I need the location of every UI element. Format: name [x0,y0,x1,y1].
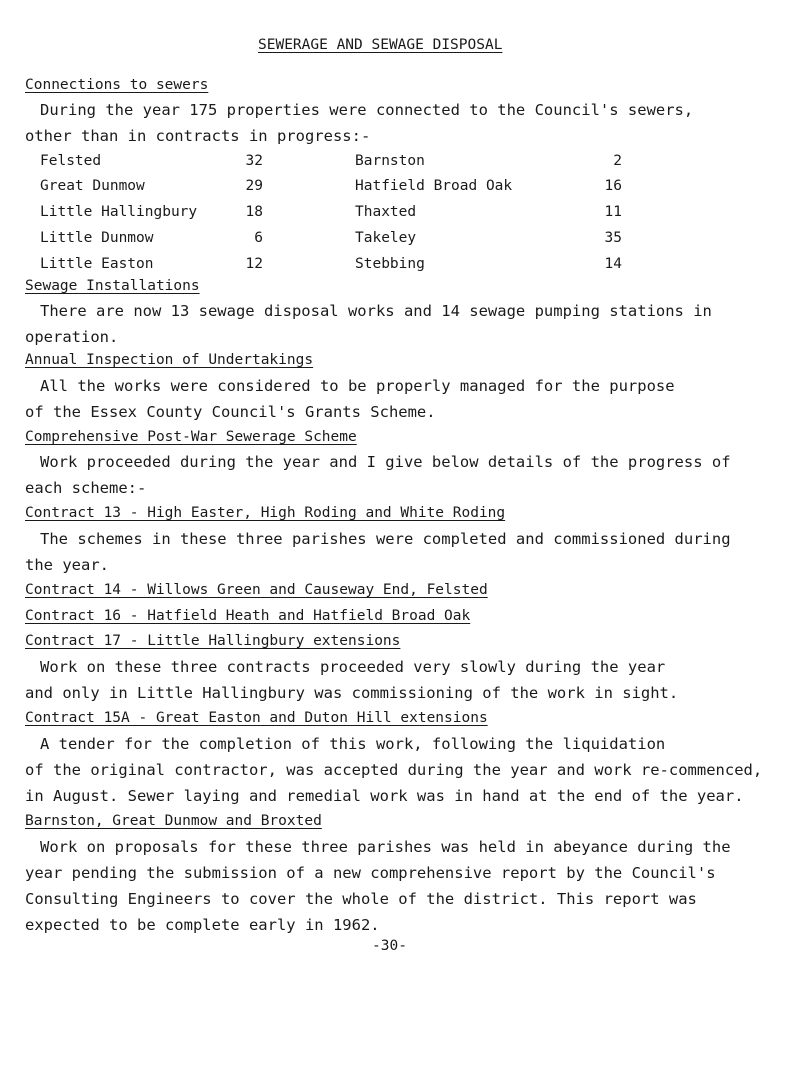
page-title: SEWERAGE AND SEWAGE DISPOSAL [258,37,503,53]
table-cell-place: Takeley [355,230,417,246]
table-cell-place: Felsted [40,153,102,169]
section-heading-barnston: Barnston, Great Dunmow and Broxted [25,813,322,829]
paragraph-line: A tender for the completion of this work, following the liquidation [40,735,666,753]
table-cell-count: 14 [604,256,622,272]
section-heading-connections: Connections to sewers [25,77,209,93]
table-cell-place: Thaxted [355,204,417,220]
table-cell-place: Great Dunmow [40,178,145,194]
paragraph-line: The schemes in these three parishes were completed and commissioned during [40,530,731,548]
section-heading-scheme: Comprehensive Post-War Sewerage Scheme [25,429,357,445]
paragraph-line: other than in contracts in progress:- [25,127,371,145]
paragraph-line: Consulting Engineers to cover the whole of the district. This report was [25,890,697,908]
paragraph-line: Work on these three contracts proceeded very slowly during the year [40,658,666,676]
table-cell-place: Little Dunmow [40,230,154,246]
paragraph-line: All the works were considered to be properly managed for the purpose [40,377,675,395]
table-cell-count: 29 [245,178,263,194]
table-cell-count: 16 [604,178,622,194]
paragraph-line: each scheme:- [25,479,147,497]
paragraph-line: operation. [25,328,119,346]
table-cell-count: 6 [254,230,263,246]
paragraph-line: year pending the submission of a new comprehensive report by the Council's [25,864,716,882]
table-cell-count: 11 [604,204,622,220]
paragraph-line: of the original contractor, was accepted during the year and work re-commenced, [25,761,763,779]
section-heading-inspection: Annual Inspection of Undertakings [25,352,314,368]
table-cell-count: 32 [245,153,263,169]
table-cell-place: Little Easton [40,256,154,272]
table-cell-place: Barnston [355,153,425,169]
table-cell-count: 18 [245,204,263,220]
section-heading-contract-14: Contract 14 - Willows Green and Causeway End, Felsted [25,582,488,598]
section-heading-contract-15a: Contract 15A - Great Easton and Duton Hill extensions [25,710,488,726]
paragraph-line: in August. Sewer laying and remedial work was in hand at the end of the year. [25,787,744,805]
table-cell-place: Little Hallingbury [40,204,198,220]
table-cell-count: 12 [245,256,263,272]
table-cell-count: 2 [613,153,622,169]
paragraph-line: Work on proposals for these three parishes was held in abeyance during the [40,838,731,856]
section-heading-contract-17: Contract 17 - Little Hallingbury extensions [25,633,401,649]
paragraph-line: expected to be complete early in 1962. [25,916,380,934]
page-number: -30- [372,938,407,954]
section-heading-installations: Sewage Installations [25,278,200,294]
paragraph-line: There are now 13 sewage disposal works and 14 sewage pumping stations in [40,302,712,320]
table-cell-place: Hatfield Broad Oak [355,178,513,194]
table-cell-place: Stebbing [355,256,425,272]
paragraph-line: of the Essex County Council's Grants Scheme. [25,403,436,421]
table-cell-count: 35 [604,230,622,246]
paragraph-line: Work proceeded during the year and I give below details of the progress of [40,453,731,471]
paragraph-line: During the year 175 properties were connected to the Council's sewers, [40,101,694,119]
section-heading-contract-13: Contract 13 - High Easter, High Roding and White Roding [25,505,506,521]
paragraph-line: the year. [25,556,109,574]
paragraph-line: and only in Little Hallingbury was commissioning of the work in sight. [25,684,679,702]
section-heading-contract-16: Contract 16 - Hatfield Heath and Hatfield Broad Oak [25,608,471,624]
